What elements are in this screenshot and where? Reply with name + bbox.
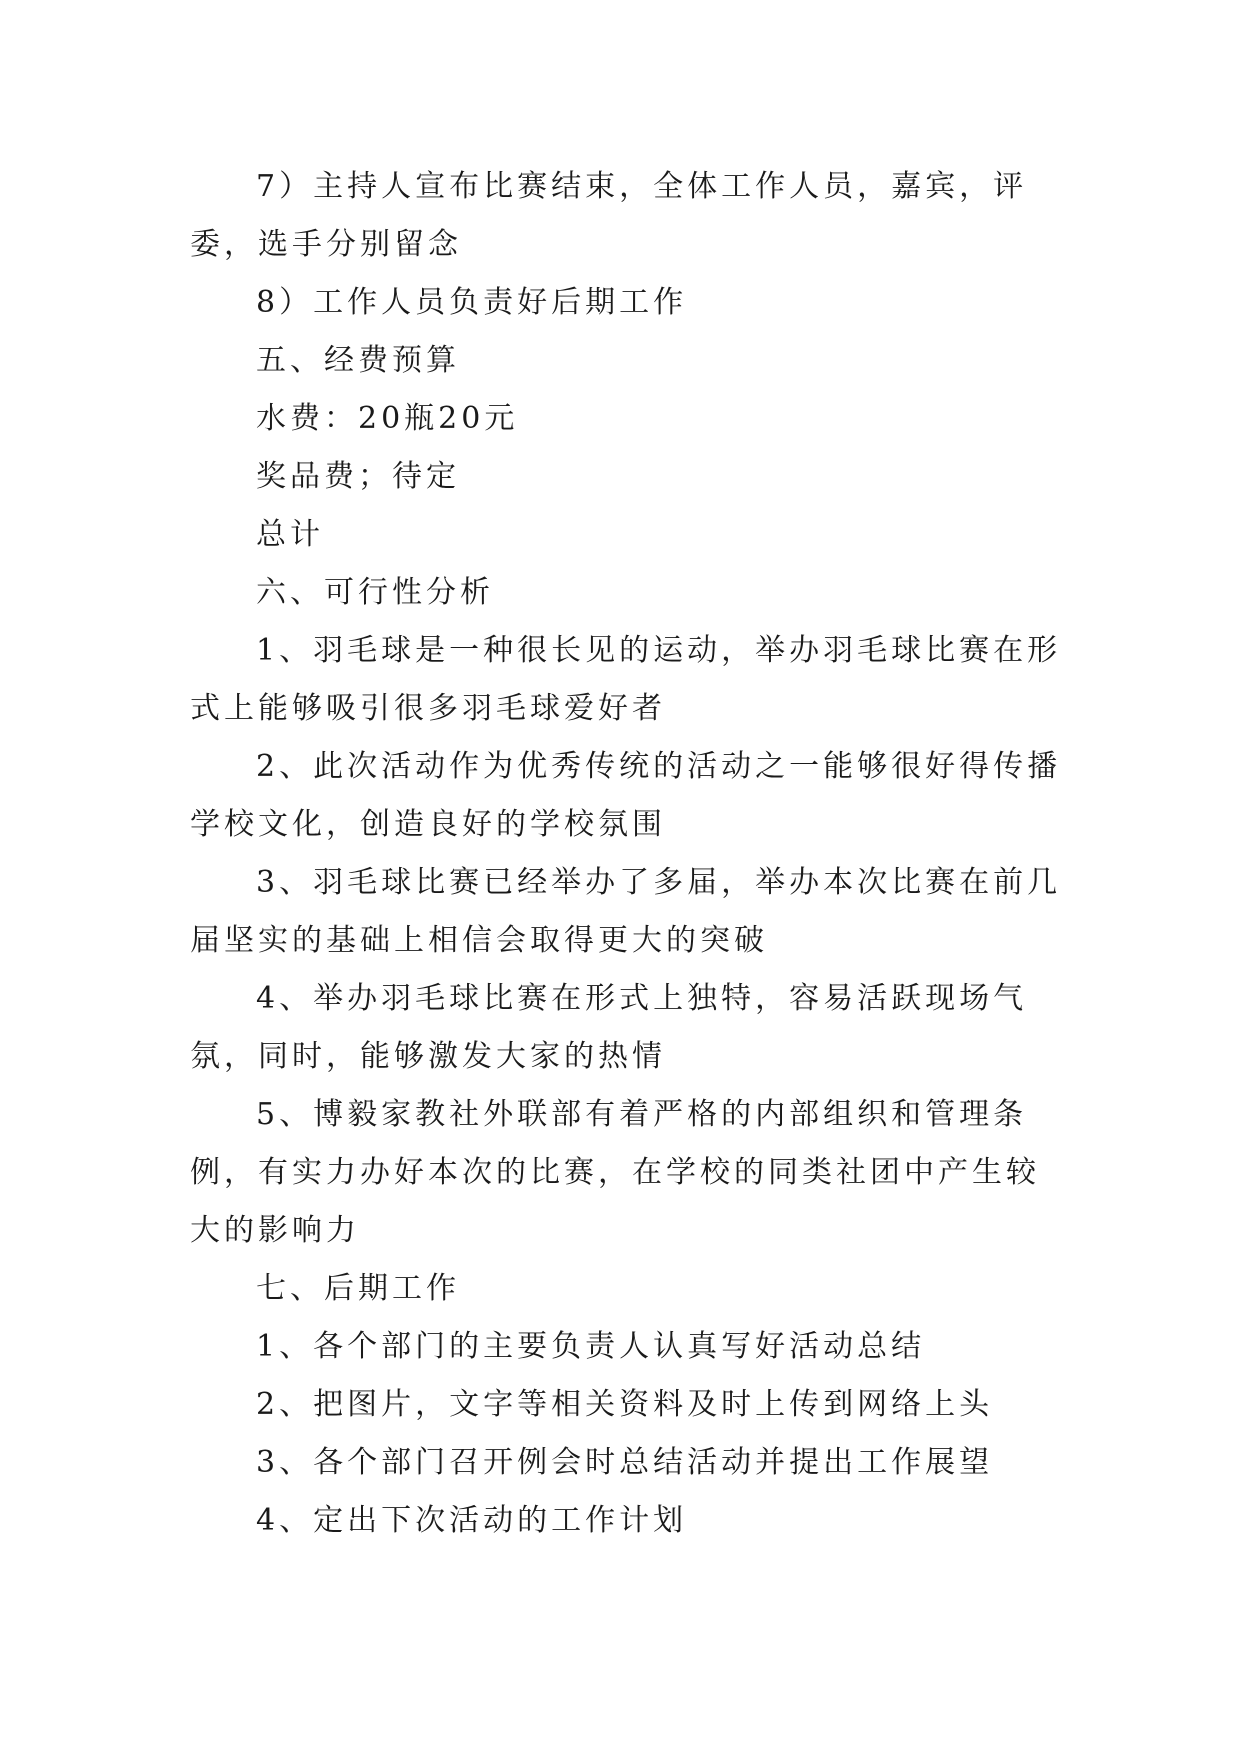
feasibility-item-2: 2、此次活动作为优秀传统的活动之一能够很好得传播学校文化，创造良好的学校氛围 <box>190 749 1062 842</box>
follow-up-item-2: 2、把图片，文字等相关资料及时上传到网络上头 <box>256 1387 994 1422</box>
section-heading-feasibility: 六、可行性分析 <box>256 575 494 610</box>
paragraph-closing-ceremony: 7）主持人宣布比赛结束，全体工作人员，嘉宾，评委，选手分别留念 <box>190 169 1028 262</box>
budget-total: 总计 <box>256 517 324 552</box>
section-heading-budget: 五、经费预算 <box>256 343 460 378</box>
follow-up-item-1: 1、各个部门的主要负责人认真写好活动总结 <box>256 1329 926 1364</box>
feasibility-item-5: 5、博毅家教社外联部有着严格的内部组织和管理条例，有实力办好本次的比赛，在学校的同类社团中产生较大的影响力 <box>190 1097 1040 1248</box>
document-body <box>190 158 1070 1550</box>
follow-up-item-3: 3、各个部门召开例会时总结活动并提出工作展望 <box>256 1445 994 1480</box>
section-heading-follow-up: 七、后期工作 <box>256 1271 460 1306</box>
follow-up-item-4: 4、定出下次活动的工作计划 <box>256 1503 688 1538</box>
budget-item-prizes: 奖品费；待定 <box>256 459 460 494</box>
feasibility-item-3: 3、羽毛球比赛已经举办了多届，举办本次比赛在前几届坚实的基础上相信会取得更大的突破 <box>190 865 1062 958</box>
feasibility-item-4: 4、举办羽毛球比赛在形式上独特，容易活跃现场气氛，同时，能够激发大家的热情 <box>190 981 1028 1074</box>
budget-item-water: 水费：20瓶20元 <box>256 401 519 436</box>
feasibility-item-1: 1、羽毛球是一种很长见的运动，举办羽毛球比赛在形式上能够吸引很多羽毛球爱好者 <box>190 633 1062 726</box>
paragraph-post-work: 8）工作人员负责好后期工作 <box>256 285 688 320</box>
